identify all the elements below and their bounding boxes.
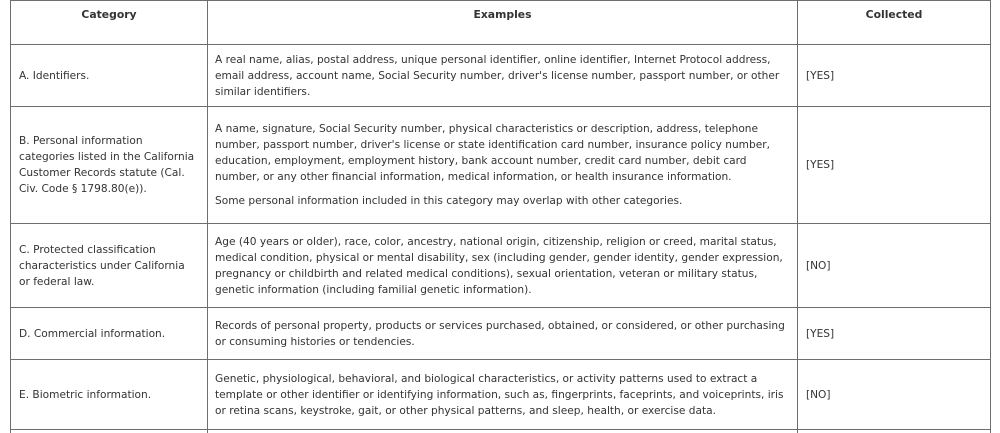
table-header-row [11, 1, 991, 45]
row-category: E. Biometric information. [11, 360, 208, 430]
data-categories-table [10, 0, 991, 433]
row-collected: [YES] [798, 107, 991, 224]
row-category: B. Personal information categories listed in the California Customer Records statute (Cal. Civ. Code § 1798.80(e)). [11, 107, 208, 224]
row-examples-empty [208, 430, 798, 433]
header-examples: Examples [208, 1, 798, 45]
table-row-partial [11, 430, 991, 433]
examples-paragraph: Genetic, physiological, behavioral, and biological characteristics, or activity patterns used to extract a template or other identifier or identifying information, such as, fingerprints, faceprints, and voiceprints, iris or retina scans, keystroke, gait, or other physical patterns, and sleep, health, or exercise data. [215, 372, 784, 417]
row-category-empty [11, 430, 208, 433]
table-row [11, 308, 991, 360]
row-examples [208, 107, 798, 224]
examples-paragraph: A name, signature, Social Security number, physical characteristics or description, address, telephone number, passport number, driver's license or state identification card number, insurance policy number, education, employment, employment history, bank account number, credit card number, debit card number, or any other financial information, medical information, or health insurance information. [215, 123, 770, 183]
header-collected: Collected [798, 1, 991, 45]
table-row [11, 360, 991, 430]
row-category: C. Protected classification characteristics under California or federal law. [11, 224, 208, 308]
row-collected: [YES] [798, 308, 991, 360]
table-row [11, 107, 991, 224]
row-examples [208, 224, 798, 308]
examples-paragraph: A real name, alias, postal address, unique personal identifier, online identifier, Internet Protocol address, email address, account name, Social Security number, driver's license number, passport number, or other similar identifiers. [215, 53, 780, 98]
row-collected: [NO] [798, 360, 991, 430]
row-examples [208, 45, 798, 107]
row-collected-empty [798, 430, 991, 433]
table-row [11, 45, 991, 107]
table-row [11, 224, 991, 308]
examples-paragraph: Records of personal property, products or services purchased, obtained, or considered, or other purchasing or consuming histories or tendencies. [215, 319, 785, 348]
row-category: A. Identifiers. [11, 45, 208, 107]
row-examples [208, 360, 798, 430]
row-collected: [NO] [798, 224, 991, 308]
header-category: Category [11, 1, 208, 45]
row-category: D. Commercial information. [11, 308, 208, 360]
examples-paragraph: Some personal information included in this category may overlap with other categories. [215, 195, 683, 207]
row-examples [208, 308, 798, 360]
row-collected: [YES] [798, 45, 991, 107]
examples-paragraph: Age (40 years or older), race, color, ancestry, national origin, citizenship, religion or creed, marital status, medical condition, physical or mental disability, sex (including gender, gender identity, gender expression, pregnancy or childbirth and related medical conditions), sexual orientation, veteran or military status, genetic information (including familial genetic information). [215, 235, 783, 296]
